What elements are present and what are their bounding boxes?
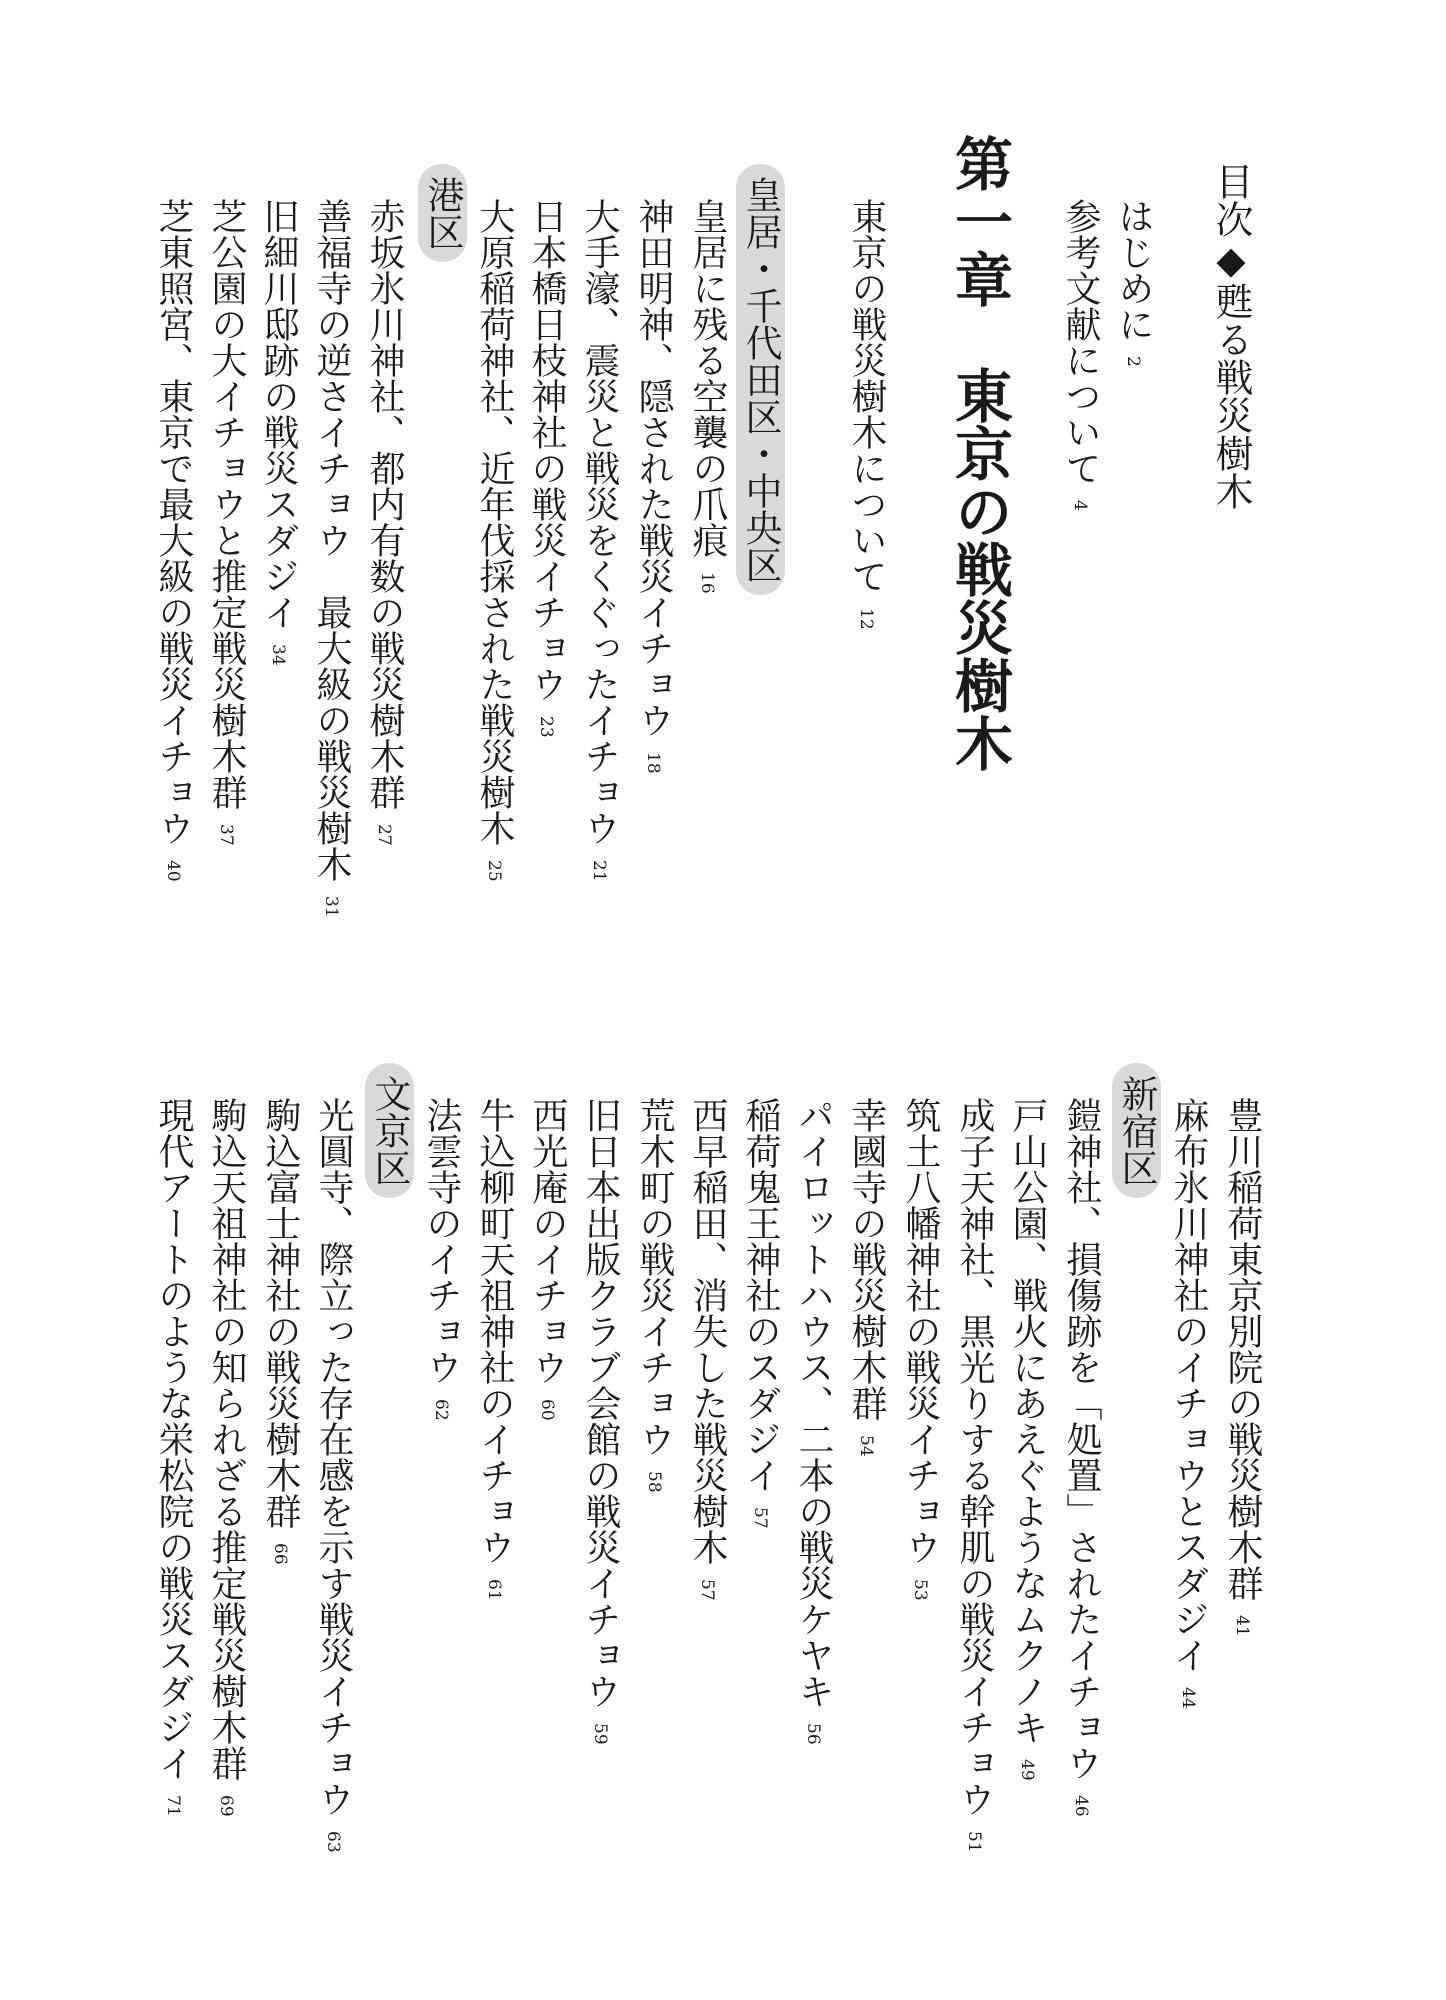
entry-title: パイロットハウス、二本の戦災ケヤキ xyxy=(793,1097,834,1709)
toc-entry[interactable] xyxy=(206,198,247,846)
entry-page: 25 xyxy=(484,860,504,882)
toc-entry-chapter-intro[interactable] xyxy=(846,198,887,630)
entry-title: 芝東照宮、東京で最大級の戦災イチョウ xyxy=(153,198,194,846)
entry-page: 66 xyxy=(270,1543,290,1565)
toc-entry-references[interactable] xyxy=(1060,198,1101,511)
entry-title: 鎧神社、損傷跡を「処置」されたイチョウ xyxy=(1061,1097,1102,1781)
entry-title: 駒込富士神社の戦災樹木群 xyxy=(260,1097,301,1529)
entry-title: はじめに xyxy=(1113,198,1154,342)
entry-title: 駒込天祖神社の知られざる推定戦災樹木群 xyxy=(206,1097,247,1781)
entry-title: 赤坂氷川神社、都内有数の戦災樹木群 xyxy=(364,198,405,810)
entry-title: 麻布氷川神社のイチョウとスダジイ xyxy=(1168,1097,1209,1673)
entry-title: 東京の戦災樹木について xyxy=(846,198,887,594)
entry-page: 69 xyxy=(216,1795,236,1817)
entry-title: 日本橋日枝神社の戦災イチョウ xyxy=(526,198,567,702)
toc-entry[interactable] xyxy=(793,1097,834,1745)
entry-page: 44 xyxy=(1178,1687,1198,1709)
entry-page: 58 xyxy=(644,1471,664,1493)
toc-entry[interactable] xyxy=(421,1097,462,1421)
toc-entry[interactable] xyxy=(954,1097,995,1853)
entry-page: 57 xyxy=(750,1507,770,1529)
toc-entry[interactable] xyxy=(1222,1097,1263,1637)
toc-entry[interactable] xyxy=(633,198,674,774)
toc-entry[interactable] xyxy=(526,198,567,738)
entry-title: 善福寺の逆さイチョウ 最大級の戦災樹木 xyxy=(311,198,352,882)
toc-entry[interactable] xyxy=(527,1097,568,1421)
chapter-title: 第一章 東京の戦災樹木 xyxy=(945,134,1013,772)
section-heading-minato: 港区 xyxy=(418,164,467,262)
entry-page: 60 xyxy=(537,1399,557,1421)
entry-title: 大手濠、震災と戦災をくぐったイチョウ xyxy=(579,198,620,846)
toc-entry[interactable] xyxy=(153,198,194,882)
entry-page: 21 xyxy=(589,860,609,882)
entry-page: 49 xyxy=(1017,1759,1037,1781)
toc-entry[interactable] xyxy=(579,198,620,882)
toc-entry[interactable] xyxy=(1168,1097,1209,1709)
toc-entry[interactable] xyxy=(740,1097,781,1529)
toc-entry[interactable] xyxy=(364,198,405,846)
toc-entry[interactable] xyxy=(580,1097,621,1745)
entry-page: 56 xyxy=(803,1723,823,1745)
entry-page: 18 xyxy=(643,752,663,774)
entry-page: 59 xyxy=(590,1723,610,1745)
toc-entry[interactable] xyxy=(474,1097,515,1601)
section-heading-bunkyo: 文京区 xyxy=(365,1063,414,1198)
entry-page: 46 xyxy=(1071,1795,1091,1817)
entry-page: 63 xyxy=(323,1831,343,1853)
entry-page: 31 xyxy=(321,896,341,918)
toc-entry[interactable] xyxy=(846,1097,887,1457)
entry-title: 大原稲荷神社、近年伐採された戦災樹木 xyxy=(474,198,515,846)
entry-page: 53 xyxy=(910,1579,930,1601)
toc-entry[interactable] xyxy=(474,198,515,882)
entry-title: 稲荷鬼王神社のスダジイ xyxy=(740,1097,781,1493)
entry-title: 成子天神社、黒光りする幹肌の戦災イチョウ xyxy=(954,1097,995,1817)
entry-page: 37 xyxy=(216,824,236,846)
entry-title: 筑土八幡神社の戦災イチョウ xyxy=(900,1097,941,1565)
toc-entry[interactable] xyxy=(687,1097,728,1601)
entry-title: 戸山公園、戦火にあえぐようなムクノキ xyxy=(1007,1097,1048,1745)
section-heading-shinjuku: 新宿区 xyxy=(1112,1063,1161,1198)
toc-entry[interactable] xyxy=(311,198,352,918)
toc-entry[interactable] xyxy=(206,1097,247,1817)
entry-title: 神田明神、隠された戦災イチョウ xyxy=(633,198,674,738)
toc-entry-preface[interactable] xyxy=(1113,198,1154,367)
entry-page: 40 xyxy=(163,860,183,882)
entry-title: 西光庵のイチョウ xyxy=(527,1097,568,1385)
entry-page: 51 xyxy=(964,1831,984,1853)
entry-title: 皇居に残る空襲の爪痕 xyxy=(687,198,728,558)
toc-title: 目次◆甦る戦災樹木 xyxy=(1209,162,1253,510)
entry-page: 12 xyxy=(856,608,876,630)
entry-title: 光圓寺、際立った存在感を示す戦災イチョウ xyxy=(313,1097,354,1817)
toc-entry[interactable] xyxy=(1007,1097,1048,1781)
section-heading-chiyoda: 皇居・千代田区・中央区 xyxy=(736,164,785,595)
entry-page: 16 xyxy=(697,572,717,594)
toc-entry[interactable] xyxy=(687,198,728,594)
toc-entry[interactable] xyxy=(634,1097,675,1493)
toc-entry[interactable] xyxy=(260,1097,301,1565)
entry-title: 豊川稲荷東京別院の戦災樹木群 xyxy=(1222,1097,1263,1601)
entry-title: 参考文献について xyxy=(1060,198,1101,486)
entry-title: 西早稲田、消失した戦災樹木 xyxy=(687,1097,728,1565)
entry-page: 34 xyxy=(268,644,288,666)
entry-page: 23 xyxy=(536,716,556,738)
toc-entry[interactable] xyxy=(313,1097,354,1853)
entry-page: 4 xyxy=(1070,500,1090,511)
toc-entry[interactable] xyxy=(258,198,299,666)
entry-page: 54 xyxy=(856,1435,876,1457)
entry-title: 芝公園の大イチョウと推定戦災樹木群 xyxy=(206,198,247,810)
entry-title: 牛込柳町天祖神社のイチョウ xyxy=(474,1097,515,1565)
entry-title: 荒木町の戦災イチョウ xyxy=(634,1097,675,1457)
toc-entry[interactable] xyxy=(153,1097,194,1817)
entry-title: 幸國寺の戦災樹木群 xyxy=(846,1097,887,1421)
entry-title: 旧日本出版クラブ会館の戦災イチョウ xyxy=(580,1097,621,1709)
toc-entry[interactable] xyxy=(1061,1097,1102,1817)
entry-page: 27 xyxy=(374,824,394,846)
entry-page: 57 xyxy=(697,1579,717,1601)
entry-page: 41 xyxy=(1232,1615,1252,1637)
entry-page: 2 xyxy=(1123,356,1143,367)
entry-title: 旧細川邸跡の戦災スダジイ xyxy=(258,198,299,630)
toc-entry[interactable] xyxy=(900,1097,941,1601)
entry-title: 現代アートのような栄松院の戦災スダジイ xyxy=(153,1097,194,1781)
entry-page: 62 xyxy=(431,1399,451,1421)
entry-page: 71 xyxy=(163,1795,183,1817)
entry-page: 61 xyxy=(484,1579,504,1601)
entry-title: 法雲寺のイチョウ xyxy=(421,1097,462,1385)
